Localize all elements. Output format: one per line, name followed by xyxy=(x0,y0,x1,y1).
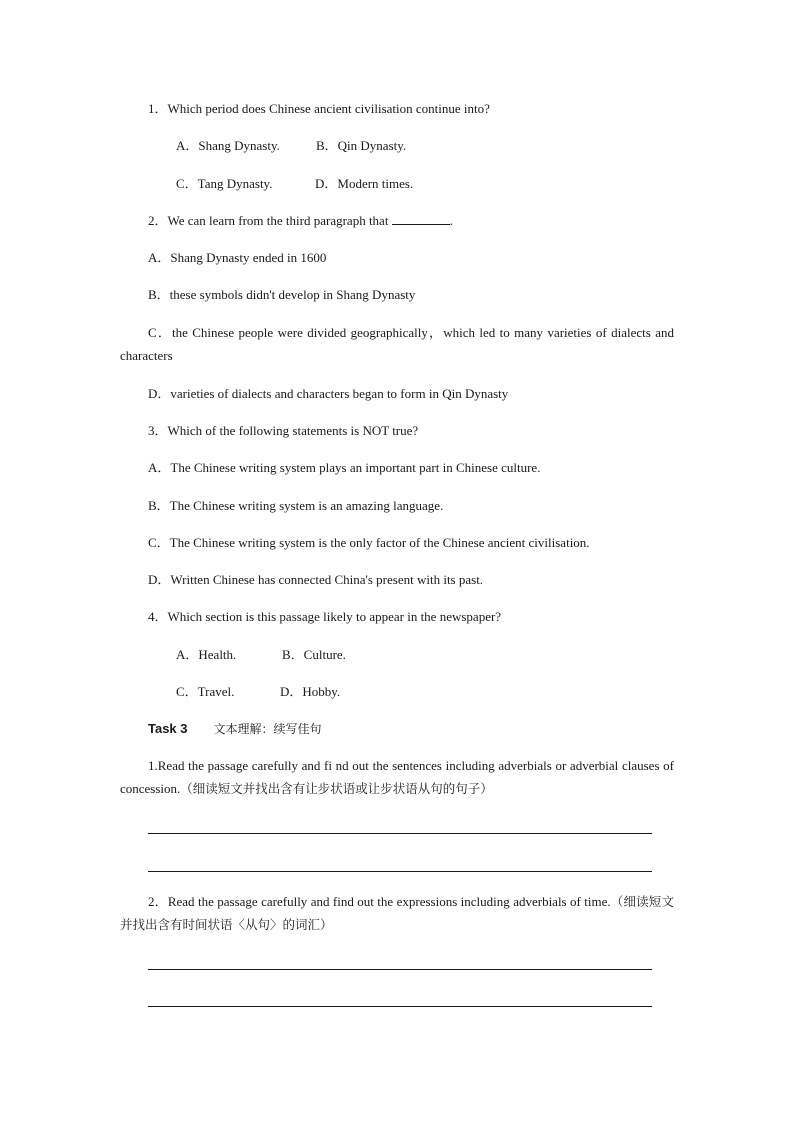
answer-line-3 xyxy=(148,969,652,970)
question-2-option-b: B．these symbols didn't develop in Shang Dynasty xyxy=(148,287,416,302)
answer-line-4 xyxy=(148,1006,652,1007)
task-3-heading xyxy=(120,717,674,741)
task-3-item-2 xyxy=(120,890,674,936)
question-1-stem: 1．Which period does Chinese ancient civilisation continue into? xyxy=(148,101,490,116)
question-4-option-b: B．Culture. xyxy=(282,647,346,662)
question-4-stem: 4．Which section is this passage likely to appear in the newspaper? xyxy=(148,609,502,624)
question-1-option-a: A．Shang Dynasty. xyxy=(176,138,280,153)
question-4-options-row-1 xyxy=(120,643,674,666)
question-4-option-a: A．Health. xyxy=(176,647,237,662)
answer-line-2 xyxy=(148,871,652,872)
question-2-option-c: C．the Chinese people were divided geographically，which led to many varieties of dialects and characters xyxy=(120,325,674,363)
question-2-stem xyxy=(120,209,674,232)
task-3-subtitle: 文本理解：续写佳句 xyxy=(213,722,322,736)
question-1-option-b: B．Qin Dynasty. xyxy=(316,138,407,153)
question-1-options-row-1 xyxy=(120,134,674,157)
question-1-option-c: C．Tang Dynasty. xyxy=(176,176,273,191)
question-1-options-row-2 xyxy=(120,172,674,195)
question-3-option-a: A．The Chinese writing system plays an important part in Chinese culture. xyxy=(148,460,541,475)
question-4-option-d: D．Hobby. xyxy=(280,684,341,699)
task-3-item-2-english: 2．Read the passage carefully and find out the expressions including adverbials of time. xyxy=(148,894,611,909)
question-4-options-row-2 xyxy=(120,680,674,703)
answer-line-1 xyxy=(148,833,652,834)
question-3-stem: 3．Which of the following statements is NOT true? xyxy=(148,423,419,438)
task-3-item-1 xyxy=(120,754,674,800)
question-2-stem-period: . xyxy=(449,213,453,228)
question-3-option-d: D．Written Chinese has connected China's present with its past. xyxy=(148,572,484,587)
question-2-option-d: D．varieties of dialects and characters began to form in Qin Dynasty xyxy=(148,386,509,401)
task-3-title: Task 3 xyxy=(148,721,188,736)
answer-blank xyxy=(392,212,450,225)
question-2-stem-text: 2．We can learn from the third paragraph that xyxy=(148,213,392,228)
task-3-item-2-chinese: （细读短文并找出含有时间状语〈从句〉的词汇） xyxy=(120,894,674,932)
question-3-option-b: B．The Chinese writing system is an amazing language. xyxy=(148,498,444,513)
task-3-item-1-english: 1.Read the passage carefully and fi nd out the sentences including adverbials or adverbial clauses of concession. xyxy=(120,758,674,796)
question-3-option-c: C．The Chinese writing system is the only factor of the Chinese ancient civilisation. xyxy=(148,535,590,550)
task-3-item-1-chinese: （细读短文并找出含有让步状语或让步状语从句的句子） xyxy=(180,781,493,796)
question-1-option-d: D．Modern times. xyxy=(315,176,414,191)
question-2-option-a: A．Shang Dynasty ended in 1600 xyxy=(148,250,327,265)
question-4-option-c: C．Travel. xyxy=(176,684,235,699)
